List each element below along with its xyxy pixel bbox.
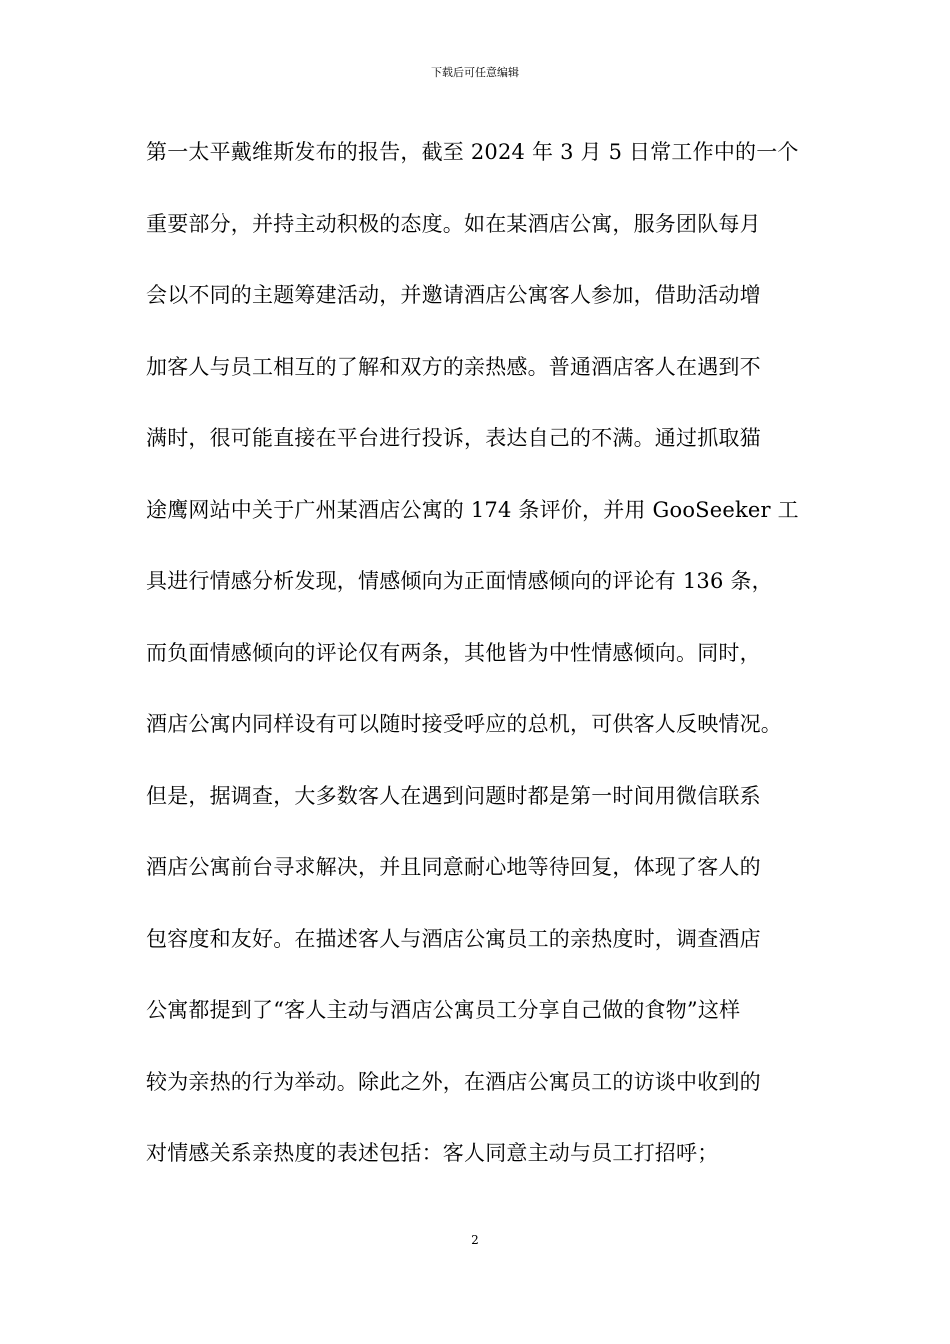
- text-line: 但是，据调查，大多数客人在遇到问题时都是第一时间用微信联系: [146, 783, 761, 808]
- text-line: 较为亲热的行为举动。除此之外，在酒店公寓员工的访谈中收到的: [146, 1069, 761, 1094]
- page-header: 下载后可任意编辑: [431, 66, 519, 79]
- text-line: 具进行情感分析发现，情感倾向为正面情感倾向的评论有 136 条，: [146, 569, 773, 593]
- text-line: 途鹰网站中关于广州某酒店公寓的 174 条评价，并用 GooSeeker 工: [146, 497, 799, 522]
- text-line: 包容度和友好。在描述客人与酒店公寓员工的亲热度时，调查酒店: [146, 926, 761, 951]
- text-line: 加客人与员工相互的了解和双方的亲热感。普通酒店客人在遇到不: [146, 354, 761, 379]
- body-text: [146, 134, 826, 1207]
- text-line: 酒店公寓前台寻求解决，并且同意耐心地等待回复，体现了客人的: [146, 855, 761, 879]
- text-line: 重要部分，并持主动积极的态度。如在某酒店公寓，服务团队每月: [146, 211, 761, 236]
- text-line: 第一太平戴维斯发布的报告，截至 2024 年 3 月 5 日常工作中的一个: [146, 140, 799, 164]
- page-number: 2: [471, 1233, 479, 1247]
- text-line: 对情感关系亲热度的表述包括：客人同意主动与员工打招呼；: [146, 1141, 719, 1165]
- text-line: 会以不同的主题筹建活动，并邀请酒店公寓客人参加，借助活动增: [146, 283, 761, 307]
- text-line: 满时，很可能直接在平台进行投诉，表达自己的不满。通过抓取猫: [146, 426, 761, 450]
- text-line: 公寓都提到了“客人主动与酒店公寓员工分享自己做的食物”这样: [146, 998, 741, 1022]
- text-line: 酒店公寓内同样设有可以随时接受呼应的总机，可供客人反映情况。: [146, 712, 782, 736]
- text-line: 而负面情感倾向的评论仅有两条，其他皆为中性情感倾向。同时，: [146, 640, 761, 665]
